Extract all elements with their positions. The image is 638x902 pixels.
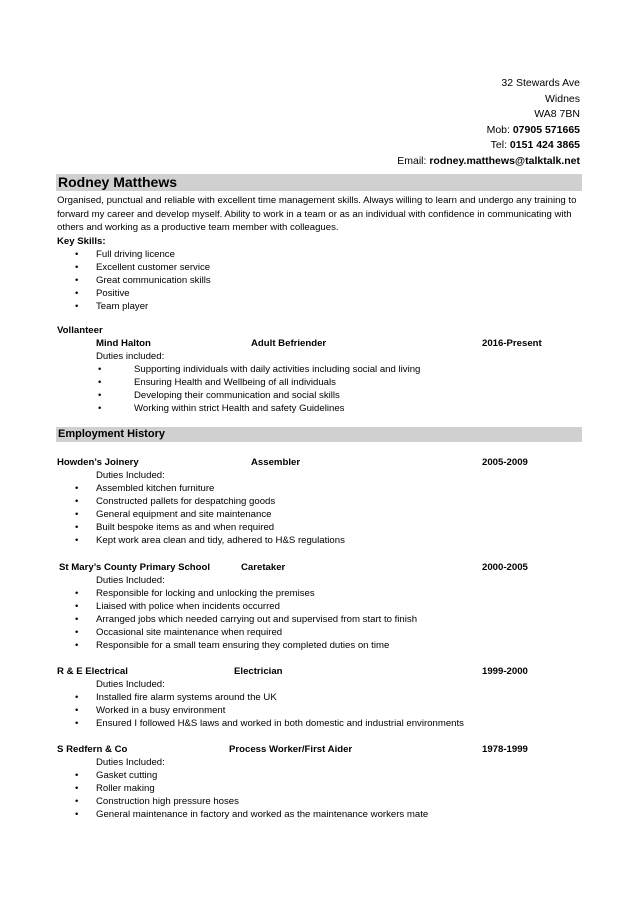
profile-text: Organised, punctual and reliable with excellent time management skills. Always willing to learn and undergo any training to forward my career and develop myself. Ability to work in a team or as an individual with confidence in communicating with others and working as a productive team member with colleagues.	[57, 195, 577, 233]
list-item: • Responsible for a small team ensuring they completed duties on time	[57, 639, 582, 652]
volunteer-org: Mind Halton	[96, 338, 151, 349]
list-item: • Working within strict Health and safety Guidelines	[57, 402, 582, 415]
job-duties-list	[57, 482, 582, 547]
volunteer-duties-list	[57, 363, 582, 415]
job-header-row	[57, 665, 582, 678]
job-dates: 1999-2000	[482, 666, 528, 677]
mobile-label: Mob:	[486, 123, 513, 136]
mobile-number: 07905 571665	[512, 123, 580, 136]
address-postcode: WA8 7BN	[534, 108, 580, 120]
list-item: • Worked in a busy environment	[57, 704, 582, 717]
list-item: • Full driving licence	[57, 248, 577, 261]
list-item: • Team player	[57, 300, 577, 313]
list-item: • Installed fire alarm systems around the UK	[57, 691, 582, 704]
job-header-row	[57, 743, 582, 756]
job-employer: St Mary’s County Primary School	[59, 562, 211, 573]
job-st-marys	[57, 561, 582, 652]
job-s-redfern	[57, 743, 582, 821]
telephone-line	[397, 138, 580, 154]
list-item: • Responsible for locking and unlocking the premises	[57, 587, 582, 600]
job-employer: R & E Electrical	[57, 666, 128, 677]
list-item: • Arranged jobs which needed carrying out and supervised from start to finish	[57, 613, 582, 626]
job-role: Process Worker/First Aider	[229, 744, 353, 755]
volunteer-role: Adult Befriender	[251, 338, 327, 349]
list-item: • Great communication skills	[57, 274, 577, 287]
volunteer-dates: 2016-Present	[482, 338, 542, 349]
email-address: rodney.matthews@talktalk.net	[429, 154, 580, 167]
job-header-row	[57, 561, 582, 574]
list-item: • Gasket cutting	[57, 769, 582, 782]
list-item: • Ensuring Health and Wellbeing of all individuals	[57, 376, 582, 389]
job-duties-label: Duties Included:	[96, 470, 165, 481]
job-duties-list	[57, 769, 582, 821]
job-dates: 1978-1999	[482, 744, 528, 755]
address-street: 32 Stewards Ave	[501, 77, 580, 89]
telephone-label: Tel:	[490, 139, 510, 151]
email-label: Email:	[397, 154, 430, 167]
list-item: • Kept work area clean and tidy, adhered to H&S regulations	[57, 534, 582, 547]
mobile-line	[397, 123, 580, 139]
list-item: • Positive	[57, 287, 577, 300]
name-heading: Rodney Matthews	[56, 174, 582, 191]
list-item: • Ensured I followed H&S laws and worked in both domestic and industrial environments	[57, 717, 582, 730]
volunteer-label: Vollanteer	[57, 325, 103, 336]
list-item: • Roller making	[57, 782, 582, 795]
email-line	[397, 154, 580, 170]
list-item: • Constructed pallets for despatching goods	[57, 495, 582, 508]
list-item: • Excellent customer service	[57, 261, 577, 274]
job-duties-label: Duties Included:	[96, 679, 165, 690]
job-dates: 2000-2005	[482, 562, 528, 573]
job-employer: S Redfern & Co	[57, 744, 128, 755]
list-item: • Built bespoke items as and when required	[57, 521, 582, 534]
key-skills-label: Key Skills:	[57, 235, 106, 247]
employment-history-heading: Employment History	[56, 427, 582, 442]
job-duties-label: Duties Included:	[96, 757, 165, 768]
list-item: • General equipment and site maintenance	[57, 508, 582, 521]
volunteer-section	[57, 324, 582, 415]
job-role: Caretaker	[241, 562, 286, 573]
list-item: • Occasional site maintenance when required	[57, 626, 582, 639]
list-item: • Liaised with police when incidents occurred	[57, 600, 582, 613]
address-block	[397, 76, 580, 169]
job-duties-list	[57, 587, 582, 652]
list-item: • Supporting individuals with daily activities including social and living	[57, 363, 582, 376]
list-item: • Construction high pressure hoses	[57, 795, 582, 808]
telephone-number: 0151 424 3865	[509, 139, 580, 151]
key-skills-list	[57, 248, 577, 313]
job-role: Electrician	[234, 666, 283, 677]
job-role: Assembler	[251, 457, 301, 468]
address-town: Widnes	[544, 92, 580, 105]
list-item: • Developing their communication and social skills	[57, 389, 582, 402]
volunteer-duties-label: Duties included:	[96, 351, 165, 362]
job-header-row	[57, 456, 582, 469]
list-item: • General maintenance in factory and worked as the maintenance workers mate	[57, 808, 582, 821]
list-item: • Assembled kitchen furniture	[57, 482, 582, 495]
volunteer-header-row	[57, 337, 582, 350]
job-r-and-e-electrical	[57, 665, 582, 730]
job-duties-list	[57, 691, 582, 730]
job-employer: Howden’s Joinery	[57, 457, 139, 468]
job-howdens	[57, 456, 582, 547]
profile-section	[57, 194, 577, 313]
job-dates: 2005-2009	[482, 457, 528, 468]
job-duties-label: Duties Included:	[96, 575, 165, 586]
